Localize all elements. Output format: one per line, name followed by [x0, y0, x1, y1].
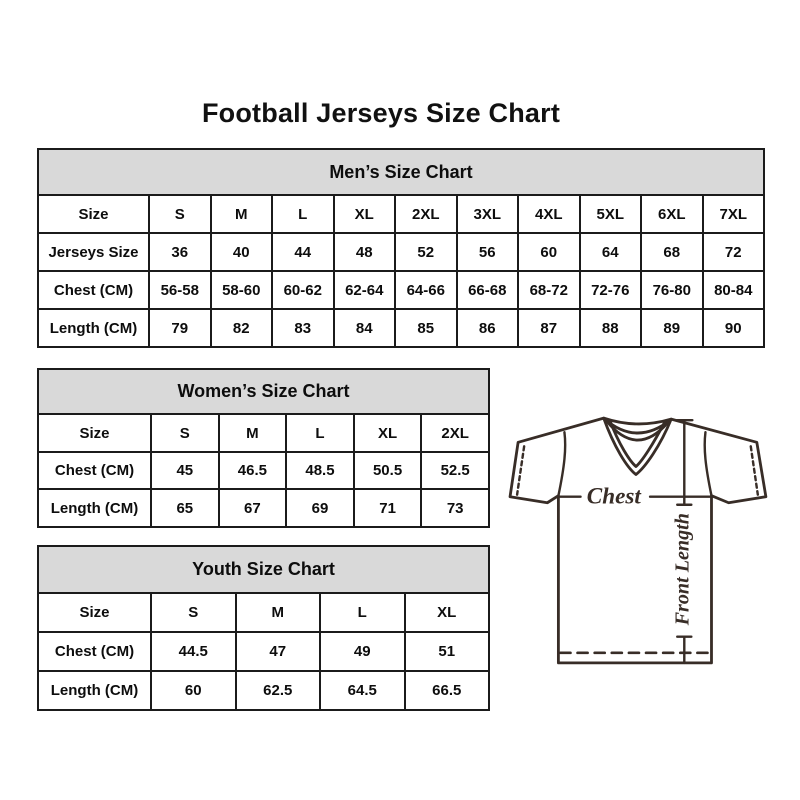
value-cell: 64-66 — [395, 271, 457, 309]
value-cell: 50.5 — [354, 452, 422, 490]
value-cell: 69 — [286, 489, 354, 527]
value-cell: 56 — [457, 233, 519, 271]
value-cell: L — [320, 593, 405, 632]
value-cell: 83 — [272, 309, 334, 347]
value-cell: 62.5 — [236, 671, 321, 710]
value-cell: 52 — [395, 233, 457, 271]
value-cell: 58-60 — [211, 271, 273, 309]
front-length-label: Front Length — [671, 513, 694, 626]
value-cell: 48 — [334, 233, 396, 271]
value-cell: 4XL — [518, 195, 580, 233]
row-label: Jerseys Size — [38, 233, 149, 271]
value-cell: 90 — [703, 309, 765, 347]
womens-size-table — [37, 368, 490, 528]
chest-label: Chest — [586, 483, 641, 510]
table-row — [38, 671, 489, 710]
size-table — [37, 545, 490, 711]
value-cell: 89 — [641, 309, 703, 347]
value-cell: 40 — [211, 233, 273, 271]
value-cell: 6XL — [641, 195, 703, 233]
jersey-icon — [503, 406, 783, 670]
table-title: Women’s Size Chart — [38, 369, 489, 414]
value-cell: 56-58 — [149, 271, 211, 309]
row-label: Size — [38, 195, 149, 233]
value-cell: 64 — [580, 233, 642, 271]
row-label: Chest (CM) — [38, 271, 149, 309]
table-row — [38, 233, 764, 271]
table-row — [38, 452, 489, 490]
size-table — [37, 148, 765, 348]
row-label: Chest (CM) — [38, 632, 151, 671]
value-cell: 67 — [219, 489, 287, 527]
table-row — [38, 195, 764, 233]
value-cell: 66.5 — [405, 671, 490, 710]
jersey-outline — [510, 418, 766, 663]
value-cell: 66-68 — [457, 271, 519, 309]
value-cell: 2XL — [395, 195, 457, 233]
value-cell: XL — [405, 593, 490, 632]
value-cell: 80-84 — [703, 271, 765, 309]
value-cell: XL — [334, 195, 396, 233]
value-cell: 72-76 — [580, 271, 642, 309]
table-row — [38, 271, 764, 309]
value-cell: 51 — [405, 632, 490, 671]
value-cell: 68-72 — [518, 271, 580, 309]
row-label: Size — [38, 593, 151, 632]
value-cell: 68 — [641, 233, 703, 271]
value-cell: 44 — [272, 233, 334, 271]
youth-size-table — [37, 545, 490, 711]
jersey-measurement-diagram — [503, 406, 783, 670]
value-cell: S — [151, 414, 219, 452]
table-title: Men’s Size Chart — [38, 149, 764, 195]
value-cell: 76-80 — [641, 271, 703, 309]
value-cell: 85 — [395, 309, 457, 347]
table-row — [38, 414, 489, 452]
value-cell: M — [211, 195, 273, 233]
value-cell: 73 — [421, 489, 489, 527]
value-cell: 2XL — [421, 414, 489, 452]
value-cell: 79 — [149, 309, 211, 347]
value-cell: 72 — [703, 233, 765, 271]
table-title: Youth Size Chart — [38, 546, 489, 593]
value-cell: XL — [354, 414, 422, 452]
value-cell: L — [272, 195, 334, 233]
value-cell: 46.5 — [219, 452, 287, 490]
value-cell: 84 — [334, 309, 396, 347]
row-label: Length (CM) — [38, 671, 151, 710]
value-cell: 88 — [580, 309, 642, 347]
value-cell: 82 — [211, 309, 273, 347]
row-label: Length (CM) — [38, 309, 149, 347]
row-label: Size — [38, 414, 151, 452]
value-cell: S — [151, 593, 236, 632]
value-cell: 44.5 — [151, 632, 236, 671]
value-cell: 3XL — [457, 195, 519, 233]
size-table — [37, 368, 490, 528]
value-cell: 60-62 — [272, 271, 334, 309]
value-cell: 47 — [236, 632, 321, 671]
value-cell: 45 — [151, 452, 219, 490]
mens-size-table — [37, 148, 765, 348]
value-cell: S — [149, 195, 211, 233]
table-row — [38, 489, 489, 527]
value-cell: M — [219, 414, 287, 452]
value-cell: 60 — [151, 671, 236, 710]
value-cell: 36 — [149, 233, 211, 271]
value-cell: 48.5 — [286, 452, 354, 490]
value-cell: 71 — [354, 489, 422, 527]
value-cell: 60 — [518, 233, 580, 271]
value-cell: 49 — [320, 632, 405, 671]
value-cell: M — [236, 593, 321, 632]
table-row — [38, 593, 489, 632]
value-cell: 62-64 — [334, 271, 396, 309]
value-cell: 5XL — [580, 195, 642, 233]
value-cell: 86 — [457, 309, 519, 347]
table-row — [38, 309, 764, 347]
page-title: Football Jerseys Size Chart — [201, 98, 561, 128]
value-cell: 64.5 — [320, 671, 405, 710]
value-cell: 87 — [518, 309, 580, 347]
row-label: Chest (CM) — [38, 452, 151, 490]
row-label: Length (CM) — [38, 489, 151, 527]
value-cell: 7XL — [703, 195, 765, 233]
table-row — [38, 632, 489, 671]
value-cell: 52.5 — [421, 452, 489, 490]
value-cell: L — [286, 414, 354, 452]
value-cell: 65 — [151, 489, 219, 527]
